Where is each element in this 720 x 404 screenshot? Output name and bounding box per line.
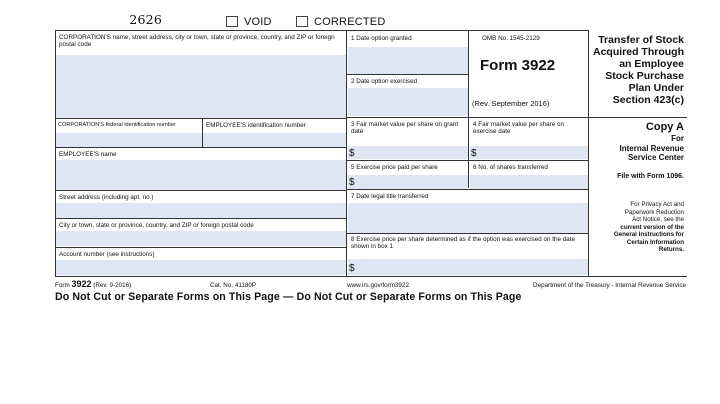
left-row2	[55, 147, 346, 148]
box3-field[interactable]	[348, 146, 468, 159]
irs-url: www.irs.gov/form3922	[347, 282, 409, 289]
footer-form-prefix: Form	[55, 282, 70, 289]
box7-field[interactable]	[348, 203, 588, 233]
copy-agency: Internal Revenue	[619, 143, 684, 153]
copy-block	[617, 121, 684, 181]
box3-label: 3 Fair market value per share on grant date	[351, 121, 459, 136]
box6-label: 6 No. of shares transferred	[473, 164, 548, 171]
title-line: an Employee	[619, 58, 684, 70]
left-row1	[55, 118, 346, 119]
footer-form-rev: (Rev. 9-2016)	[93, 282, 132, 289]
federal-id-label: CORPORATION'S federal identification number	[58, 122, 176, 128]
box5-dollar: $	[349, 177, 355, 188]
left-row5	[55, 247, 346, 248]
notice-line: For Privacy Act and	[630, 201, 684, 208]
box7-label: 7 Date legal title transferred	[351, 193, 429, 200]
box1-label: 1 Date option granted	[351, 35, 412, 42]
right-top-border	[588, 117, 687, 118]
employee-name-field[interactable]	[56, 160, 346, 190]
title-line: Plan Under	[628, 82, 684, 94]
form-code: 2626	[129, 13, 163, 27]
right-divider	[588, 30, 589, 277]
notice-line: General Instructions for	[613, 231, 684, 238]
employee-name-label: EMPLOYEE'S name	[59, 151, 117, 158]
void-label: VOID	[244, 16, 272, 28]
notice-line: Certain Information	[626, 238, 684, 246]
box-row2	[346, 117, 588, 118]
box2-field[interactable]	[348, 88, 468, 116]
city-label: City or town, state or province, country, and ZIP or foreign postal code	[59, 222, 254, 229]
catalog-number: Cat. No. 41180P	[210, 282, 257, 289]
copy-for: For	[671, 134, 684, 143]
account-label: Account number (see instructions)	[59, 251, 155, 258]
title-line: Acquired Through	[593, 46, 684, 58]
account-field[interactable]	[56, 260, 346, 275]
employee-id-label: EMPLOYEE'S identification number	[206, 122, 306, 129]
corrected-label: CORRECTED	[314, 16, 386, 28]
federal-id-field[interactable]	[56, 133, 202, 147]
box1-field[interactable]	[348, 47, 468, 74]
box-row5	[346, 233, 588, 234]
file-with: File with Form 1096.	[617, 172, 684, 180]
privacy-notice	[614, 201, 684, 254]
form-bottom-border	[55, 276, 687, 277]
box4-label: 4 Fair market value per share on exercise date	[473, 121, 564, 136]
left-row4	[55, 218, 346, 219]
mid-divider	[346, 30, 347, 277]
void-checkbox[interactable]	[226, 16, 238, 27]
corrected-checkbox[interactable]	[296, 16, 308, 27]
box-col-divider	[468, 30, 469, 188]
box4-dollar: $	[471, 148, 477, 159]
form-top-border	[55, 30, 588, 31]
city-field[interactable]	[56, 231, 346, 246]
form-name: Form 3922	[480, 57, 556, 74]
box-row3	[346, 160, 588, 161]
notice-line: Act Notice, see the	[632, 216, 684, 223]
department-name: Department of the Treasury - Internal Revenue Service	[533, 282, 686, 289]
box-row1	[346, 74, 468, 75]
copy-label: Copy A	[645, 121, 684, 133]
notice-line: current version of the	[620, 223, 684, 231]
box3-dollar: $	[349, 148, 355, 159]
box-row4	[346, 189, 588, 190]
footer-form-number: 3922	[71, 279, 92, 289]
employee-id-field[interactable]	[203, 133, 346, 147]
street-field[interactable]	[56, 203, 346, 218]
title-line: Section 423(c)	[612, 94, 684, 106]
payer-name-field[interactable]	[56, 55, 346, 118]
box8-dollar: $	[349, 263, 355, 274]
box6-field[interactable]	[470, 175, 588, 189]
box5-label: 5 Exercise price paid per share	[351, 164, 438, 171]
footer-form-id	[55, 280, 131, 290]
box2-label: 2 Date option exercised	[351, 78, 418, 85]
form-title	[593, 34, 684, 106]
street-label: Street address (including apt. no.)	[59, 194, 154, 201]
payer-name-label: CORPORATION'S name, street address, city or town, state or province, country, and ZIP or foreign postal code	[59, 34, 335, 49]
do-not-cut-notice: Do Not Cut or Separate Forms on This Page — Do Not Cut or Separate Forms on This Page	[55, 291, 522, 303]
notice-line: Paperwork Reduction	[624, 208, 684, 216]
omb-number: OMB No. 1545-2129	[482, 35, 540, 42]
title-line: Transfer of Stock	[598, 34, 684, 46]
notice-line: Returns.	[658, 246, 684, 253]
box8-label: 8 Exercise price per share determined as if the option was exercised on the date shown in box 1	[351, 236, 576, 251]
revision-date: (Rev. September 2016)	[472, 99, 550, 108]
left-row3	[55, 190, 346, 191]
copy-agency: Service Center	[627, 153, 684, 162]
title-line: Stock Purchase	[605, 70, 684, 82]
box8-field[interactable]	[348, 259, 588, 275]
box4-field[interactable]	[470, 146, 588, 159]
box5-field[interactable]	[348, 175, 468, 189]
left-border	[55, 30, 56, 277]
